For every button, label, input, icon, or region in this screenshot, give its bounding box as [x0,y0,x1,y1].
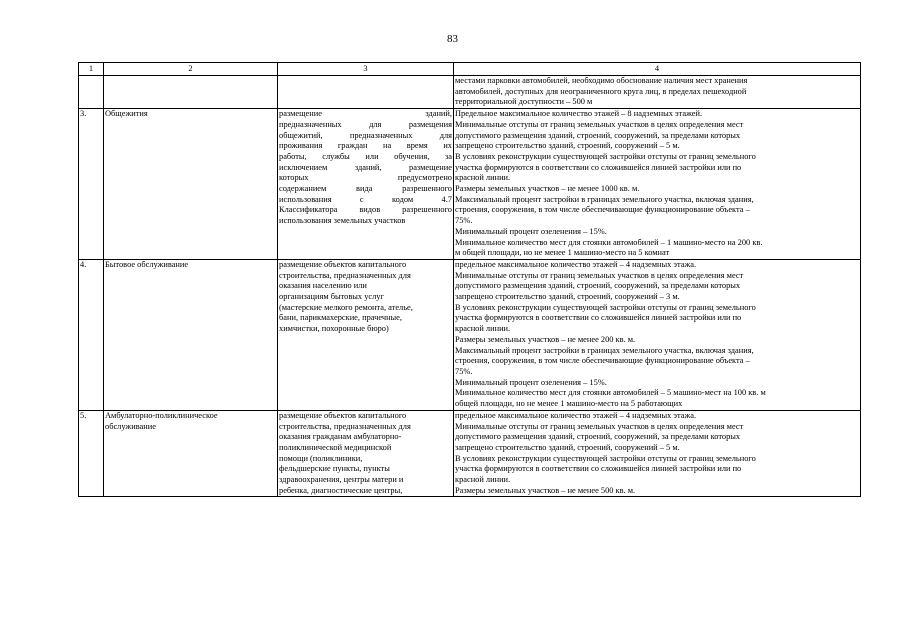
parameters-line: участка формируются в соответствии со сложившейся линией застройки или по [455,313,742,323]
header-cell: 4 [454,63,861,76]
use-description-line: использования земельных участков [279,216,406,226]
parameters-cell [454,109,861,260]
parameters-line: Минимальное количество мест для стоянки автомобилей – 1 машино-место на 200 кв. [455,237,763,247]
parameters-line: Минимальные отступы от границ земельных участков в целях определения мест [455,119,744,129]
use-description-cell [278,76,454,109]
use-description-line: помощи (поликлиники, [279,453,363,463]
use-description-line: оказания населению или [279,281,367,291]
use-description-line: химчистки, похоронные бюро) [279,324,389,334]
parameters-line: Минимальные отступы от границ земельных участков в целях определения мест [455,270,744,280]
table-header-row [79,63,861,76]
parameters-line: запрещено строительство зданий, строений, сооружений – 3 м. [455,292,680,302]
use-name-cell [104,410,278,497]
header-cell: 1 [79,63,104,76]
parameters-line: Размеры земельных участков – не менее 200 кв. м. [455,334,636,344]
use-name-cell [104,76,278,109]
use-description-line: организациям бытовых услуг [279,292,384,302]
use-description-line: фельдшерские пункты, пункты [279,464,390,474]
parameters-line: Размеры земельных участков – не менее 500 кв. м. [455,485,636,495]
use-description-line: общежитий, предназначенных для [279,130,452,140]
parameters-line: Минимальный процент озеленения – 15%. [455,226,607,236]
parameters-line: запрещено строительство зданий, строений, сооружений – 5 м. [455,442,680,452]
parameters-line: Минимальные отступы от границ земельных участков в целях определения мест [455,421,744,431]
use-description-line: строительства, предназначенных для [279,270,411,280]
use-name-cell [104,259,278,410]
use-name-line: обслуживание [105,421,156,431]
use-description-line: размещение объектов капитального [279,259,407,269]
use-description-line: размещение зданий, [279,109,452,119]
row-number-cell [79,76,104,109]
parameters-cell [454,410,861,497]
regulations-table [78,62,861,497]
parameters-line: допустимого размещения зданий, строений, сооружений, за пределами которых [455,281,741,291]
parameters-cell [454,76,861,109]
row-number-cell: 3. [79,109,104,260]
parameters-line: территориальной доступности – 500 м [455,97,593,107]
row-number-cell: 5. [79,410,104,497]
parameters-line: Предельное максимальное количество этажей – 8 надземных этажей. [455,109,703,119]
parameters-line: Минимальный процент озеленения – 15%. [455,377,607,387]
use-description-line: Классификатора видов разрешенного [279,205,452,215]
table-body [79,76,861,497]
header-cell: 2 [104,63,278,76]
use-description-line: оказания гражданам амбулаторно- [279,432,402,442]
use-description-cell [278,109,454,260]
parameters-line: 75%. [455,216,473,226]
parameters-line: предельное максимальное количество этажей – 4 надземных этажа. [455,259,697,269]
parameters-line: красной линии. [455,324,511,334]
parameters-cell [454,259,861,410]
use-description-line: проживания граждан на время их [279,141,452,151]
use-description-line: которых предусмотрено [279,173,452,183]
use-description-line: размещение объектов капитального [279,410,407,420]
table-row [79,109,861,260]
parameters-line: м общей площади, но не менее 1 машино-место на 5 комнат [455,248,670,258]
use-description-line: строительства, предназначенных для [279,421,411,431]
parameters-line: местами парковки автомобилей, необходимо обоснование наличия мест хранения [455,76,748,85]
use-description-line: здравоохранения, центры матери и [279,475,404,485]
parameters-line: допустимого размещения зданий, строений, сооружений, за пределами которых [455,130,741,140]
table-row [79,259,861,410]
use-description-line: исключением зданий, размещение [279,162,452,172]
parameters-line: участка формируются в соответствии со сложившейся линией застройки или по [455,162,742,172]
table-row [79,410,861,497]
header-cell: 3 [278,63,454,76]
parameters-line: В условиях реконструкции существующей застройки отступы от границ земельного [455,151,756,161]
use-name-line: Бытовое обслуживание [105,259,189,269]
row-number-cell: 4. [79,259,104,410]
parameters-line: допустимого размещения зданий, строений, сооружений, за пределами которых [455,432,741,442]
use-description-line: (мастерские мелкого ремонта, ателье, [279,302,413,312]
use-description-line: использования с кодом 4.7 [279,194,452,204]
use-description-line: бани, парикмахерские, прачечные, [279,313,402,323]
parameters-line: участка формируются в соответствии со сложившейся линией застройки или по [455,464,742,474]
use-description-cell [278,259,454,410]
parameters-line: красной линии. [455,475,511,485]
parameters-line: красной линии. [455,173,511,183]
parameters-line: Минимальное количество мест для стоянки автомобилей – 5 машино-мест на 100 кв. м [455,388,766,398]
parameters-line: 75%. [455,366,473,376]
use-name-line: Амбулаторно-поликлиническое [105,410,218,420]
parameters-line: В условиях реконструкции существующей застройки отступы от границ земельного [455,302,756,312]
table-row [79,76,861,109]
parameters-line: Максимальный процент застройки в границах земельного участка, включая здания, [455,194,754,204]
use-name-cell [104,109,278,260]
parameters-line: общей площади, но не менее 1 машино-место на 5 работающих [455,399,683,409]
page-number: 83 [447,33,458,45]
parameters-line: запрещено строительство зданий, строений, сооружений – 5 м. [455,141,680,151]
use-description-line: работы, службы или обучения, за [279,151,452,161]
use-description-line: ребенка, диагностические центры, [279,485,403,495]
use-description-line: предназначенных для размещения [279,119,452,129]
parameters-line: Размеры земельных участков – не менее 1000 кв. м. [455,184,640,194]
use-description-line: поликлинической медицинской [279,442,392,452]
parameters-line: строения, сооружения, в том числе обеспечивающие функционирование объекта – [455,356,750,366]
parameters-line: предельное максимальное количество этажей – 4 надземных этажа. [455,410,697,420]
use-description-cell [278,410,454,497]
parameters-line: строения, сооружения, в том числе обеспечивающие функционирование объекта – [455,205,750,215]
parameters-line: В условиях реконструкции существующей застройки отступы от границ земельного [455,453,756,463]
parameters-line: Максимальный процент застройки в границах земельного участка, включая здания, [455,345,754,355]
use-description-line: содержанием вида разрешенного [279,184,452,194]
parameters-line: автомобилей, доступных для неограниченного круга лиц, в пределах пешеходной [455,86,747,96]
use-name-line: Общежития [105,109,148,119]
